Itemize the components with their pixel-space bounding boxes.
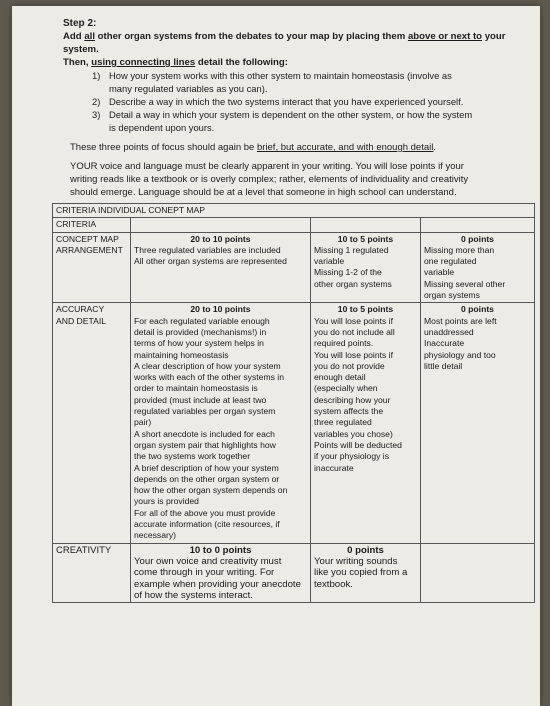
- cell-line: of how the systems interact.: [134, 589, 253, 601]
- row-label-creativity: [53, 543, 131, 602]
- cell-line: accurate information (cite resources, if: [134, 519, 280, 530]
- list-item-3-line-2: is dependent upon yours.: [109, 122, 215, 133]
- intro-connecting-lines: using connecting lines: [91, 57, 196, 68]
- list-item-3-line-1: Detail a way in which your system is dependent on the other system, or how the system: [109, 109, 473, 120]
- cell-line: depends on the other organ system or: [134, 473, 280, 484]
- intro-all: all: [84, 31, 95, 42]
- cell-line: system affects the: [314, 406, 384, 417]
- intro-line-1: [63, 31, 506, 42]
- intro-line-2: system.: [63, 44, 99, 55]
- list-item-2-line-1: Describe a way in which the two systems interact that you have experienced yourself.: [109, 96, 464, 107]
- cell-line: Most points are left: [424, 315, 497, 326]
- label-line: ARRANGEMENT: [56, 244, 123, 255]
- cell-line: Three regulated variables are included: [134, 244, 281, 255]
- voice-line: writing reads like a textbook or is overly complex; rather, elements of individuality and creativity: [70, 174, 469, 185]
- rubric-table: [52, 203, 535, 603]
- score-heading: 20 to 10 points: [190, 304, 251, 315]
- cell-line: You will lose points if: [314, 315, 393, 326]
- cell-line: Your writing sounds: [314, 555, 398, 567]
- focus-underlined: brief, but accurate, and with enough detail: [256, 142, 434, 153]
- cell-line: variable: [314, 256, 345, 267]
- cell-line: maintaining homeostasis: [134, 349, 229, 360]
- list-item-3-num: 3): [92, 109, 101, 120]
- concept-map-mid-score: [311, 232, 421, 303]
- table-row: [53, 543, 535, 602]
- cell-line: other organ systems: [314, 278, 392, 289]
- cell-line: yours is provided: [134, 496, 199, 507]
- intro-line-3: [63, 57, 288, 68]
- intro-text: your: [482, 31, 506, 42]
- creativity-zero-score: [311, 543, 421, 602]
- row-label-concept-map: [53, 232, 131, 303]
- cell-line: variable: [424, 267, 455, 278]
- score-heading: 10 to 0 points: [189, 544, 252, 556]
- cell-line: example when providing your anecdote: [134, 578, 301, 590]
- accuracy-mid-score: [311, 303, 421, 543]
- score-heading: 0 points: [461, 233, 494, 244]
- list-item-1-line-1: How your system works with this other system to maintain homeostasis (involve as: [109, 70, 452, 81]
- cell-line: textbook.: [314, 578, 353, 590]
- cell-line: works with each of the other systems in: [134, 372, 284, 383]
- cell-line: variables you chose): [314, 428, 393, 439]
- cell-line: Points will be deducted: [314, 439, 402, 450]
- cell-line: come through in your writing. For: [134, 567, 275, 579]
- cell-line: three regulated: [314, 417, 372, 428]
- cell-line: organ system pair that highlights how: [134, 439, 276, 450]
- cell-line: required points.: [314, 338, 374, 349]
- row-label-accuracy: [53, 303, 131, 543]
- cell-line: little detail: [424, 360, 463, 371]
- table-row: [53, 232, 535, 303]
- cell-line: like you copied from a: [314, 567, 408, 579]
- label-line: CREATIVITY: [56, 544, 112, 556]
- intro-above-next: above or next to: [407, 31, 483, 42]
- voice-line: should emerge. Language should be at a level that someone in high school can understand.: [70, 187, 457, 198]
- cell-line: pair): [134, 417, 152, 428]
- cell-line: the two systems work together: [134, 451, 251, 462]
- score-heading: 20 to 10 points: [190, 233, 251, 244]
- score-heading: 10 to 5 points: [337, 233, 394, 244]
- cell-line: physiology and too: [424, 349, 496, 360]
- cell-line: inaccurate: [314, 462, 354, 473]
- concept-map-top-score: [131, 232, 311, 303]
- cell-line: Missing 1-2 of the: [314, 267, 382, 278]
- cell-line: All other organ systems are represented: [134, 256, 287, 267]
- cell-line: A clear description of how your system: [134, 360, 281, 371]
- cell-line: terms of how your system helps in: [134, 338, 264, 349]
- cell-line: Missing more than: [424, 244, 495, 255]
- cell-line: You will lose points if: [314, 349, 393, 360]
- cell-line: how the other organ system depends on: [134, 485, 288, 496]
- cell-line: detail is provided (mechanisms!) in: [134, 326, 267, 337]
- cell-line: order to maintain homeostasis is: [134, 383, 258, 394]
- cell-line: (especially when: [314, 383, 378, 394]
- focus-paragraph: [70, 141, 520, 154]
- cell-line: enough detail: [314, 372, 366, 383]
- cell-line: provided (must include at least two: [134, 394, 267, 405]
- focus-text: These three points of focus should again be: [70, 142, 257, 153]
- label-line: AND DETAIL: [56, 315, 106, 326]
- accuracy-zero-score: [421, 303, 535, 543]
- cell-line: Inaccurate: [424, 338, 465, 349]
- cell-line: organ systems: [424, 290, 480, 301]
- list-item-2-num: 2): [92, 96, 101, 107]
- voice-paragraph: [70, 160, 520, 199]
- intro-text: Then,: [63, 57, 92, 68]
- score-heading: 10 to 5 points: [337, 304, 394, 315]
- intro-text: Add: [63, 31, 85, 42]
- cell-line: regulated variables per organ system: [134, 406, 276, 417]
- cell-line: one regulated: [424, 256, 477, 267]
- cell-line: Your own voice and creativity must: [134, 555, 282, 567]
- step-label: Step 2:: [63, 18, 97, 29]
- score-heading: 0 points: [347, 544, 384, 556]
- list-item-1-num: 1): [92, 70, 101, 81]
- cell-line: For each regulated variable enough: [134, 315, 270, 326]
- intro-text: other organ systems from the debates to your map by placing them: [95, 31, 408, 42]
- cell-line: A brief description of how your system: [134, 462, 279, 473]
- cell-line: you do not provide: [314, 360, 385, 371]
- cell-line: A short anecdote is included for each: [134, 428, 275, 439]
- score-heading: 0 points: [461, 304, 494, 315]
- cell-line: For all of the above you must provide: [134, 507, 276, 518]
- accuracy-top-score: [131, 303, 311, 543]
- concept-map-zero-score: [421, 232, 535, 303]
- voice-line: YOUR voice and language must be clearly apparent in your writing. You will lose points if your: [70, 161, 464, 172]
- creativity-top-score: [131, 543, 311, 602]
- criteria-header: CRITERIA: [53, 218, 131, 232]
- cell-line: Missing several other: [424, 278, 506, 289]
- rubric-criteria-row: [53, 218, 535, 232]
- cell-line: unaddressed: [424, 326, 474, 337]
- intro-text: detail the following:: [195, 57, 288, 68]
- cell-line: describing how your: [314, 394, 391, 405]
- list-item-1-line-2: many regulated variables as you can).: [109, 83, 268, 94]
- cell-line: if your physiology is: [314, 451, 389, 462]
- label-line: ACCURACY: [56, 304, 105, 315]
- cell-line: you do not include all: [314, 326, 395, 337]
- worksheet-page: [12, 6, 540, 706]
- table-row: [53, 303, 535, 543]
- creativity-empty-cell: [421, 543, 535, 602]
- cell-line: Missing 1 regulated: [314, 244, 389, 255]
- label-line: CONCEPT MAP: [56, 233, 119, 244]
- cell-line: necessary): [134, 530, 177, 541]
- focus-text: .: [433, 142, 437, 153]
- rubric-title-row: [53, 204, 535, 218]
- rubric-title: CRITERIA INDIVIDUAL CONEPT MAP: [53, 204, 535, 218]
